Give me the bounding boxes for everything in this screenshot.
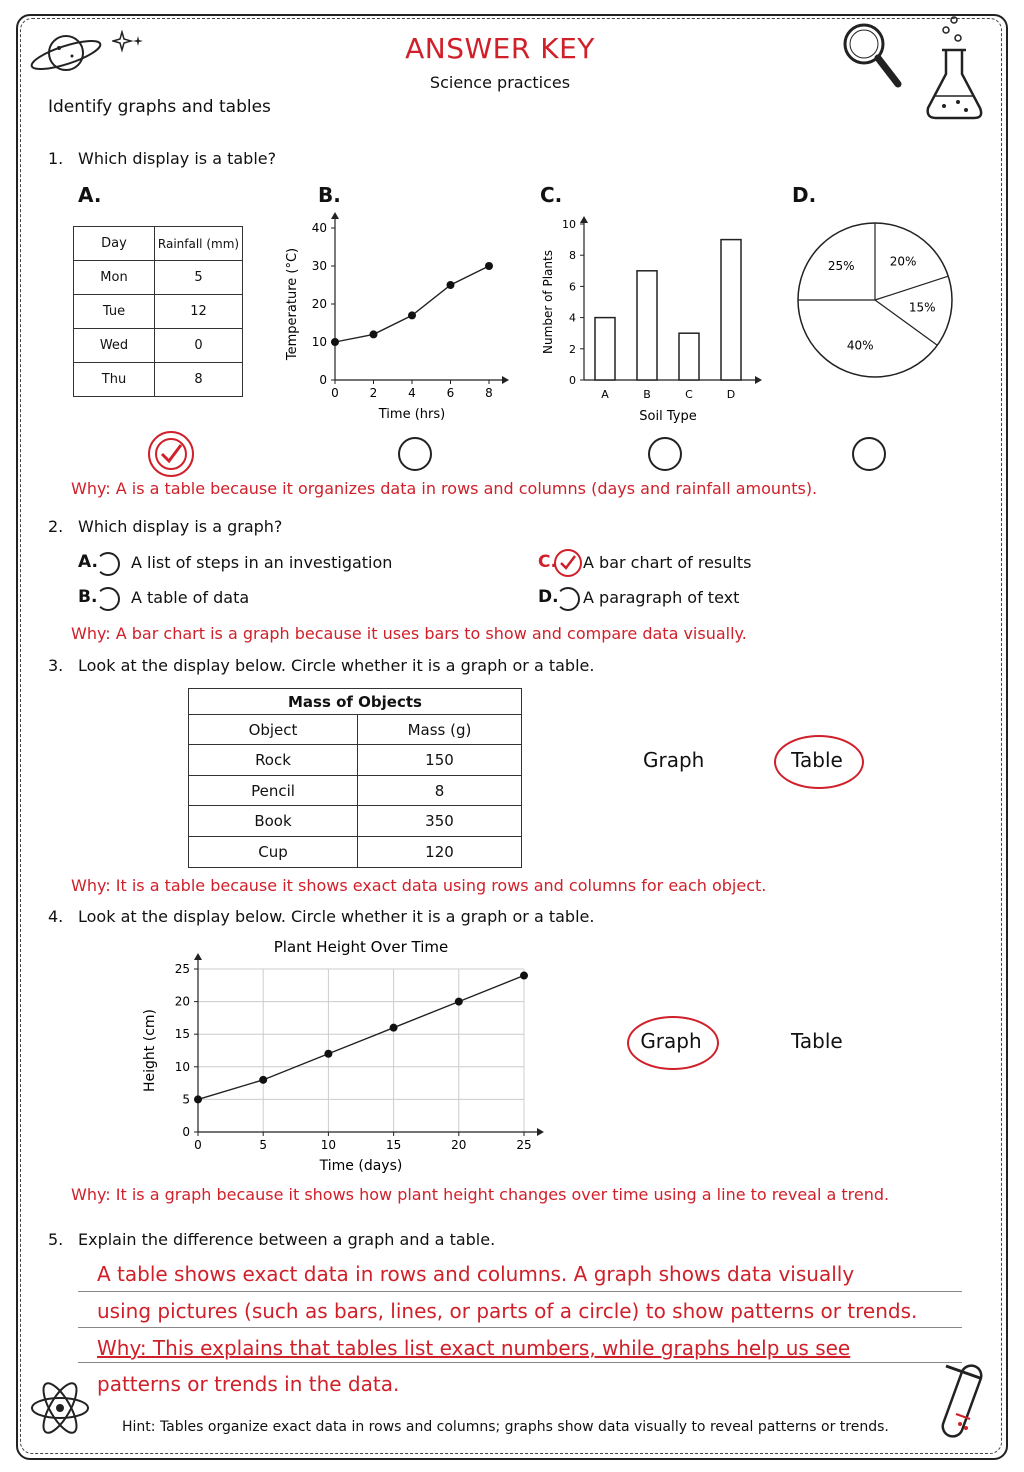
x-tick-label: 4 bbox=[408, 386, 416, 400]
y-tick-label: 0 bbox=[569, 374, 576, 387]
temperature-line-chart bbox=[280, 212, 520, 430]
q2-choice-b-circle[interactable] bbox=[96, 587, 120, 611]
hint-text: Hint: Tables organize exact data in rows and columns; graphs show data visually to reveal patterns or trends. bbox=[122, 1419, 889, 1435]
table-cell: 120 bbox=[358, 837, 522, 868]
x-tick-label: B bbox=[643, 388, 651, 401]
x-tick-label: 10 bbox=[320, 1138, 337, 1152]
y-axis-label: Height (cm) bbox=[142, 1009, 158, 1092]
answer-line bbox=[78, 1327, 962, 1328]
planet-icon bbox=[26, 26, 106, 80]
y-axis-arrow bbox=[331, 212, 339, 219]
magnifier-icon bbox=[838, 20, 904, 92]
plants-bar-chart bbox=[536, 210, 776, 430]
q3-prompt: Look at the display below. Circle whether it is a graph or a table. bbox=[78, 656, 595, 675]
data-point bbox=[447, 281, 455, 289]
pie-slice-label: 15% bbox=[908, 300, 936, 315]
x-axis-label: Soil Type bbox=[639, 409, 697, 424]
q2-prompt: Which display is a graph? bbox=[78, 517, 283, 536]
pie-slice-label: 25% bbox=[827, 259, 855, 274]
table-cell: Mon bbox=[74, 261, 155, 295]
table-header: Mass (g) bbox=[358, 715, 522, 745]
x-tick-label: 25 bbox=[516, 1138, 532, 1152]
x-tick-label: 20 bbox=[451, 1138, 467, 1152]
y-tick-label: 20 bbox=[174, 994, 190, 1009]
sparkle-icon bbox=[112, 30, 146, 54]
page-title: ANSWER KEY bbox=[405, 32, 595, 65]
q1-option-a-label: A. bbox=[78, 183, 102, 207]
data-point bbox=[331, 338, 339, 346]
x-tick-label: 0 bbox=[194, 1138, 202, 1152]
x-axis-label: Time (hrs) bbox=[378, 407, 446, 422]
q5-answer-line-4: patterns or trends in the data. bbox=[97, 1372, 400, 1396]
rainfall-table bbox=[73, 226, 243, 397]
q1-option-b-circle[interactable] bbox=[398, 437, 432, 471]
q4-graph-option: Graph bbox=[640, 1029, 702, 1053]
flask-icon bbox=[918, 14, 990, 126]
q1-number: 1. bbox=[48, 149, 64, 168]
q5-number: 5. bbox=[48, 1230, 64, 1249]
table-cell: 5 bbox=[155, 261, 243, 295]
y-tick-label: 6 bbox=[569, 280, 576, 294]
y-axis-label: Number of Plants bbox=[541, 250, 555, 354]
table-cell: 350 bbox=[358, 806, 522, 837]
q1-option-d-label: D. bbox=[792, 183, 817, 207]
q4-why: Why: It is a graph because it shows how plant height changes over time using a line to reveal a trend. bbox=[71, 1185, 890, 1204]
table-cell: 0 bbox=[155, 329, 243, 363]
page-subtitle: Science practices bbox=[429, 73, 571, 92]
y-tick-label: 10 bbox=[174, 1059, 190, 1074]
q2-why: Why: A bar chart is a graph because it uses bars to show and compare data visually. bbox=[71, 624, 747, 643]
table-cell: Tue bbox=[74, 295, 155, 329]
q1-option-a-selected[interactable] bbox=[148, 431, 194, 477]
x-tick-label: A bbox=[601, 388, 609, 401]
table-cell: 12 bbox=[155, 295, 243, 329]
q2-choice-d-circle[interactable] bbox=[556, 587, 580, 611]
x-tick-label: 15 bbox=[385, 1138, 402, 1152]
x-axis-arrow bbox=[502, 376, 509, 384]
q2-choice-d-text: A paragraph of text bbox=[583, 588, 740, 607]
bar bbox=[721, 240, 741, 380]
x-tick-label: 8 bbox=[485, 386, 493, 400]
x-tick-label: C bbox=[685, 388, 693, 401]
q2-choice-b-letter: B. bbox=[78, 587, 98, 607]
q1-why: Why: A is a table because it organizes data in rows and columns (days and rainfall amounts). bbox=[71, 479, 818, 498]
table-cell: Thu bbox=[74, 363, 155, 397]
y-tick-label: 0 bbox=[182, 1125, 190, 1139]
q1-option-b-label: B. bbox=[318, 183, 341, 207]
q5-answer-line-1: A table shows exact data in rows and columns. A graph shows data visually bbox=[97, 1262, 855, 1286]
data-point bbox=[324, 1050, 332, 1058]
table-cell: 150 bbox=[358, 745, 522, 776]
checkmark-icon bbox=[158, 441, 184, 467]
q2-choice-a-letter: A. bbox=[78, 552, 98, 572]
x-tick-label: 2 bbox=[369, 386, 378, 400]
x-tick-label: 0 bbox=[331, 386, 339, 400]
q2-choice-c-letter: C. bbox=[538, 552, 557, 572]
q1-option-c-circle[interactable] bbox=[648, 437, 682, 471]
y-tick-label: 8 bbox=[569, 249, 576, 263]
data-point bbox=[390, 1024, 398, 1032]
table-cell: Cup bbox=[189, 837, 358, 868]
bar bbox=[637, 271, 657, 380]
q2-choice-c-selected[interactable] bbox=[554, 549, 582, 577]
q2-choice-b-text: A table of data bbox=[131, 588, 250, 607]
data-point bbox=[194, 1095, 202, 1103]
answer-line bbox=[78, 1362, 962, 1363]
q4-number: 4. bbox=[48, 907, 64, 926]
y-axis-label: Temperature (°C) bbox=[285, 247, 300, 361]
data-point bbox=[259, 1076, 267, 1084]
q5-answer-line-3: Why: This explains that tables list exact numbers, while graphs help us see bbox=[97, 1336, 851, 1360]
data-point bbox=[370, 330, 378, 338]
y-tick-label: 20 bbox=[311, 297, 327, 311]
data-point bbox=[520, 972, 528, 980]
y-axis-arrow bbox=[194, 953, 202, 960]
test-tube-icon bbox=[930, 1356, 996, 1448]
table-header: Object bbox=[189, 715, 358, 745]
y-tick-label: 2 bbox=[569, 342, 576, 356]
section-heading: Identify graphs and tables bbox=[48, 97, 271, 117]
y-tick-label: 0 bbox=[319, 373, 327, 387]
table-cell: 8 bbox=[155, 363, 243, 397]
data-point bbox=[408, 311, 416, 319]
data-point bbox=[485, 262, 493, 270]
chart-title: Plant Height Over Time bbox=[273, 938, 449, 956]
y-tick-label: 40 bbox=[311, 221, 327, 235]
y-tick-label: 10 bbox=[562, 218, 576, 231]
x-tick-label: 6 bbox=[446, 386, 455, 400]
data-point bbox=[455, 998, 463, 1006]
q2-choice-d-letter: D. bbox=[538, 587, 559, 607]
q2-choice-a-circle[interactable] bbox=[96, 552, 120, 576]
q3-why: Why: It is a table because it shows exact data using rows and columns for each object. bbox=[71, 876, 767, 895]
bar bbox=[679, 333, 699, 380]
table-cell: Pencil bbox=[189, 776, 358, 806]
pie-chart bbox=[790, 220, 960, 390]
y-axis-arrow bbox=[580, 216, 588, 223]
q1-option-d-circle[interactable] bbox=[852, 437, 886, 471]
table-cell: Book bbox=[189, 806, 358, 837]
mass-table bbox=[188, 688, 522, 868]
q2-number: 2. bbox=[48, 517, 64, 536]
table-cell: 8 bbox=[358, 776, 522, 806]
table-header: Rainfall (mm) bbox=[155, 227, 243, 261]
q3-number: 3. bbox=[48, 656, 64, 675]
y-tick-label: 5 bbox=[182, 1092, 190, 1107]
pie-slice-label: 20% bbox=[889, 254, 917, 269]
q5-prompt: Explain the difference between a graph and a table. bbox=[78, 1230, 496, 1249]
q1-prompt: Which display is a table? bbox=[78, 149, 277, 168]
q4-prompt: Look at the display below. Circle whether it is a graph or a table. bbox=[78, 907, 595, 926]
answer-line bbox=[78, 1291, 962, 1292]
pie-slice-label: 40% bbox=[846, 338, 874, 353]
x-tick-label: D bbox=[726, 388, 736, 401]
q1-option-c-label: C. bbox=[540, 183, 563, 207]
table-header: Day bbox=[74, 227, 155, 261]
plant-height-line-chart bbox=[138, 934, 558, 1184]
data-line bbox=[335, 266, 489, 342]
bar bbox=[595, 318, 615, 380]
y-tick-label: 30 bbox=[311, 259, 327, 273]
x-axis-arrow bbox=[537, 1128, 544, 1136]
y-tick-label: 10 bbox=[311, 335, 327, 349]
table-cell: Wed bbox=[74, 329, 155, 363]
checkmark-icon bbox=[558, 553, 578, 573]
data-line bbox=[198, 976, 524, 1100]
q2-choice-a-text: A list of steps in an investigation bbox=[131, 553, 393, 572]
table-title: Mass of Objects bbox=[189, 689, 522, 715]
table-cell: Rock bbox=[189, 745, 358, 776]
x-axis-arrow bbox=[755, 376, 762, 384]
x-tick-label: 5 bbox=[259, 1138, 268, 1152]
q4-table-option[interactable]: Table bbox=[791, 1029, 843, 1053]
atom-icon bbox=[28, 1376, 92, 1440]
x-axis-label: Time (days) bbox=[319, 1158, 403, 1174]
q2-choice-c-text: A bar chart of results bbox=[583, 553, 752, 572]
y-tick-label: 4 bbox=[569, 311, 576, 325]
q3-graph-option[interactable]: Graph bbox=[643, 748, 705, 772]
y-tick-label: 25 bbox=[174, 962, 190, 976]
y-tick-label: 15 bbox=[174, 1027, 190, 1042]
q5-answer-line-2: using pictures (such as bars, lines, or parts of a circle) to show patterns or trends. bbox=[97, 1299, 918, 1323]
q3-table-option: Table bbox=[791, 748, 843, 772]
